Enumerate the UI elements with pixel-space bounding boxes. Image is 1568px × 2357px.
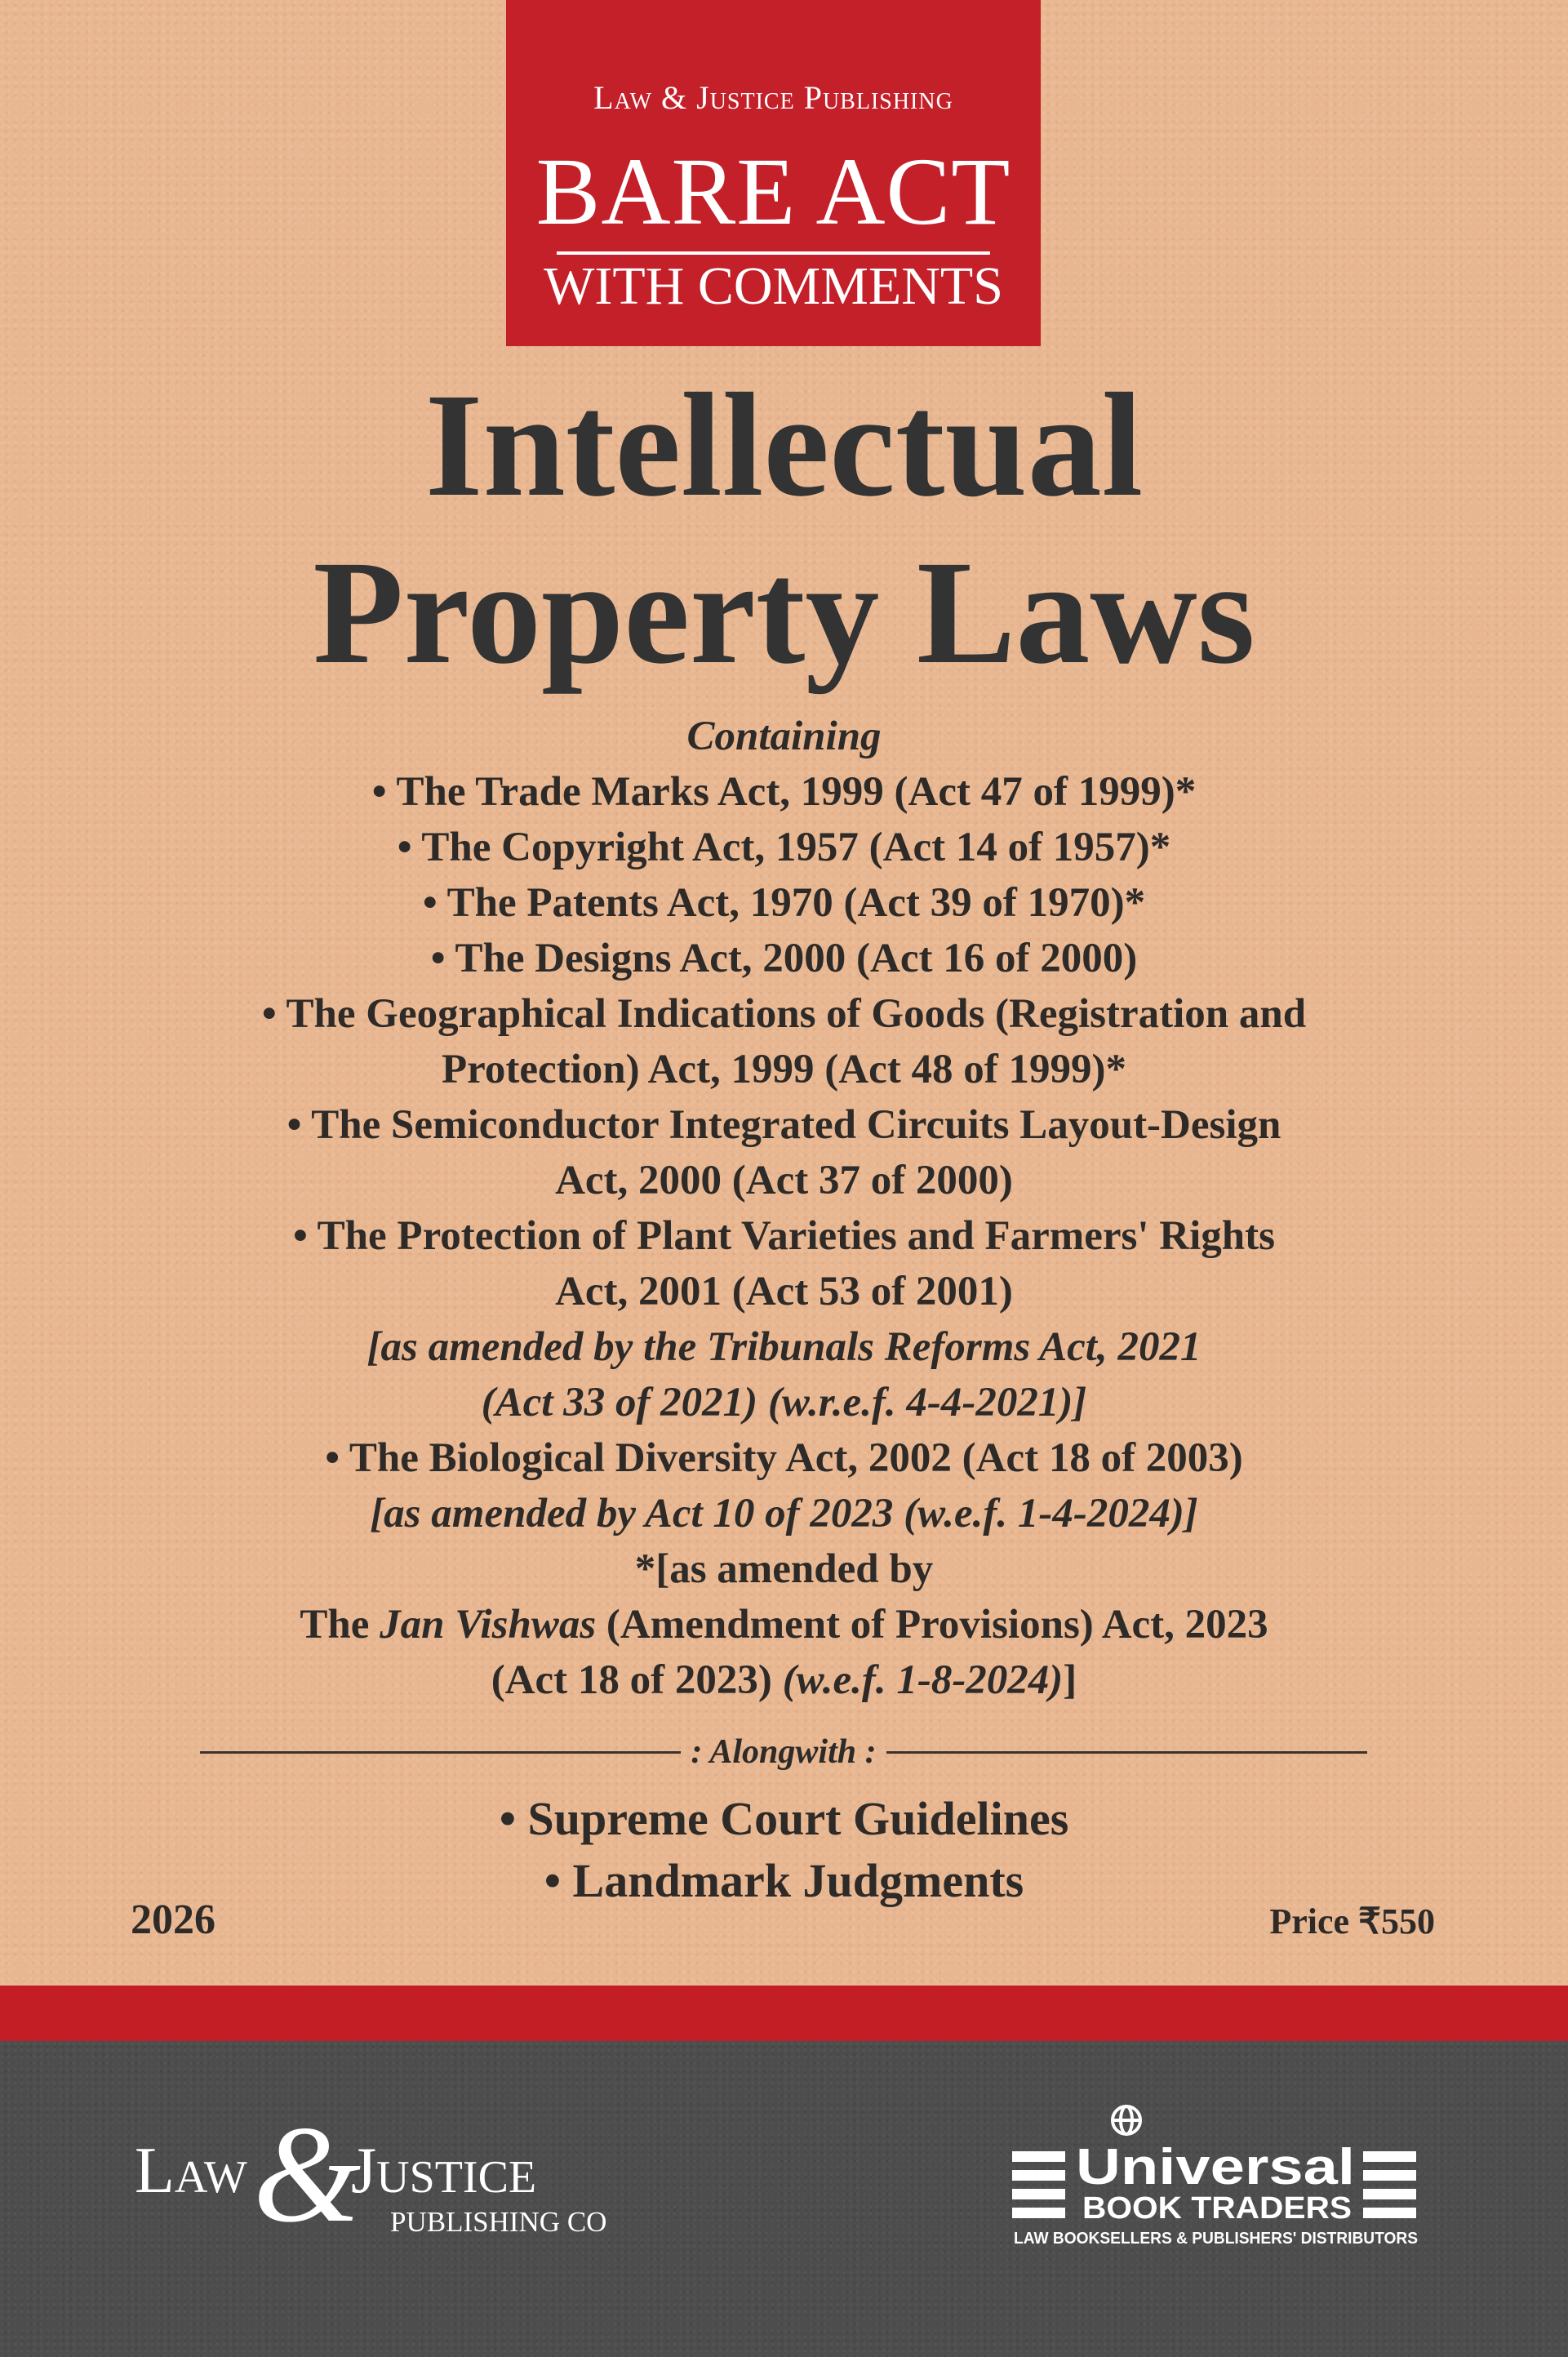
contents-intro: Containing (686, 714, 882, 759)
logo-subtitle: PUBLISHING CO (390, 2206, 607, 2238)
book-title-line-1: Intellectual (424, 363, 1144, 527)
logo-ampersand: & (253, 2098, 362, 2251)
logo-tagline: LAW BOOKSELLERS & PUBLISHERS' DISTRIBUTORS (1014, 2230, 1418, 2248)
act-line: • The Biological Diversity Act, 2002 (Act 18 of 2003) (325, 1435, 1243, 1481)
act-line: • The Patents Act, 1970 (Act 39 of 1970)* (422, 880, 1146, 926)
act-line: • The Designs Act, 2000 (Act 16 of 2000) (430, 936, 1138, 981)
amendment-note: (Act 33 of 2021) (w.r.e.f. 4-4-2021)] (481, 1380, 1087, 1425)
alongwith-list (0, 1788, 1568, 1912)
book-title-line-2: Property Laws (313, 531, 1255, 695)
series-banner (506, 0, 1041, 346)
act-line: • The Trade Marks Act, 1999 (Act 47 of 1999)* (371, 769, 1197, 815)
divider-line (200, 1751, 681, 1754)
stripes-left-icon (1012, 2151, 1065, 2218)
logo-word-law: Law (135, 2135, 247, 2207)
divider-line (886, 1751, 1367, 1754)
act-line: • The Semiconductor Integrated Circuits Layout-Design (287, 1102, 1281, 1148)
banner-divider (557, 251, 990, 255)
act-line: • The Protection of Plant Varieties and Farmers' Rights (292, 1213, 1276, 1259)
stripes-right-icon (1363, 2151, 1416, 2218)
star-note: *[as amended by (634, 1546, 934, 1592)
amendment-note: [as amended by the Tribunals Reforms Act, 2021 (366, 1324, 1202, 1370)
law-justice-logo-mark (131, 2098, 620, 2261)
star-note-text: The (300, 1602, 380, 1648)
act-line: Act, 2001 (Act 53 of 2001) (555, 1269, 1013, 1314)
series-title: BARE ACT (535, 138, 1011, 245)
star-note-italic: (w.e.f. 1-8-2024) (782, 1657, 1064, 1703)
act-line: • The Copyright Act, 1957 (Act 14 of 1957)* (397, 825, 1171, 870)
alongwith-item: • Landmark Judgments (544, 1854, 1024, 1907)
logo-brand: Universal (1076, 2139, 1355, 2195)
publisher-small-label: Law & Justice Publishing (593, 79, 953, 116)
star-note (0, 1652, 1568, 1708)
star-note-text: (Act 18 of 2023) (491, 1657, 783, 1703)
logo-sub: BOOK TRADERS (1082, 2191, 1352, 2226)
amendment-note: [as amended by Act 10 of 2023 (w.e.f. 1-4-2024)] (370, 1491, 1198, 1536)
act-line: • The Geographical Indications of Goods (Registration and (261, 991, 1307, 1037)
edition-year: 2026 (131, 1897, 215, 1943)
law-justice-logo (131, 2098, 620, 2261)
red-stripe (0, 1986, 1568, 2041)
contents-list (0, 709, 1568, 1708)
act-line: Act, 2000 (Act 37 of 2000) (555, 1158, 1013, 1203)
alongwith-divider (200, 1732, 1367, 1772)
globe-icon (1113, 2106, 1140, 2134)
price-label: Price ₹550 (1269, 1901, 1435, 1941)
universal-logo-mark (1012, 2102, 1437, 2266)
act-line: Protection) Act, 1999 (Act 48 of 1999)* (442, 1047, 1126, 1092)
alongwith-label: : Alongwith : (691, 1733, 877, 1771)
series-subtitle: WITH COMMENTS (544, 256, 1003, 316)
star-note-text: (Amendment of Provisions) Act, 2023 (596, 1602, 1268, 1648)
star-note-italic: Jan Vishwas (380, 1602, 597, 1648)
star-note (0, 1597, 1568, 1652)
logo-word-justice: Justice (351, 2135, 537, 2207)
universal-book-traders-logo (1012, 2102, 1437, 2266)
alongwith-item: • Supreme Court Guidelines (499, 1792, 1069, 1845)
star-note-text: ] (1063, 1657, 1077, 1703)
